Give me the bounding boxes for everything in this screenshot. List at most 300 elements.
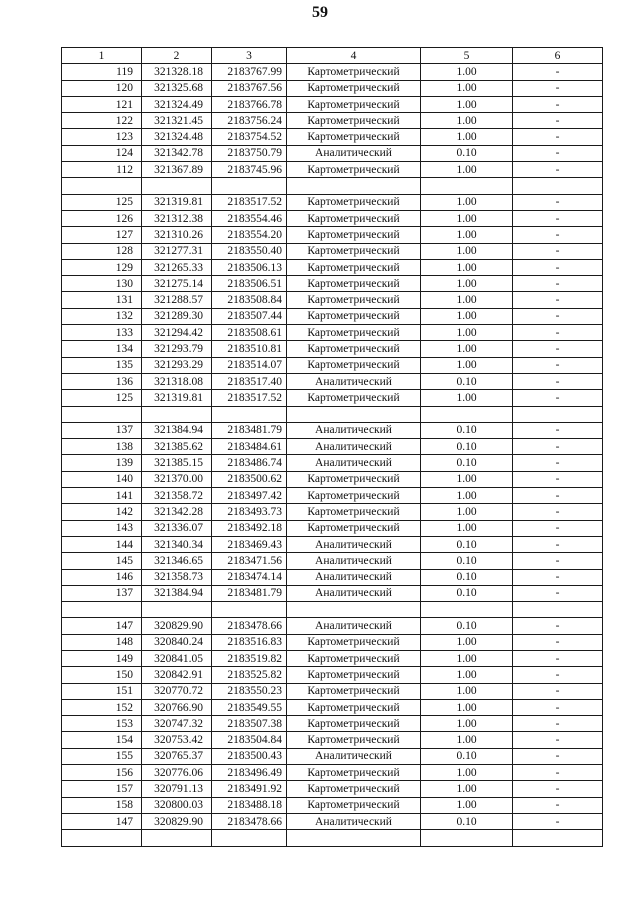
table-row — [62, 64, 603, 80]
description-cell: - — [513, 569, 603, 585]
point-number-cell: 139 — [62, 455, 142, 471]
x-coordinate-cell: 321370.00 — [142, 471, 212, 487]
description-cell: - — [513, 813, 603, 829]
point-number-cell: 131 — [62, 292, 142, 308]
point-number-cell: 129 — [62, 259, 142, 275]
description-cell: - — [513, 276, 603, 292]
table-row — [62, 357, 603, 373]
method-cell: Картометрический — [287, 227, 421, 243]
x-coordinate-cell: 320766.90 — [142, 699, 212, 715]
x-coordinate-cell: 320829.90 — [142, 618, 212, 634]
table-row — [62, 113, 603, 129]
y-coordinate-cell: 2183516.83 — [212, 634, 287, 650]
accuracy-cell: 1.00 — [421, 683, 513, 699]
x-coordinate-cell: 321384.94 — [142, 422, 212, 438]
y-coordinate-cell: 2183756.24 — [212, 113, 287, 129]
point-number-cell: 142 — [62, 504, 142, 520]
point-number-cell: 128 — [62, 243, 142, 259]
y-coordinate-cell: 2183486.74 — [212, 455, 287, 471]
description-cell: - — [513, 129, 603, 145]
coordinates-table — [61, 47, 603, 847]
point-number-cell: 123 — [62, 129, 142, 145]
y-coordinate-cell: 2183510.81 — [212, 341, 287, 357]
header-cell-y: 3 — [212, 48, 287, 64]
description-cell: - — [513, 732, 603, 748]
method-cell: Аналитический — [287, 585, 421, 601]
table-row — [62, 488, 603, 504]
x-coordinate-cell: 321321.45 — [142, 113, 212, 129]
description-cell: - — [513, 585, 603, 601]
x-coordinate-cell: 321293.79 — [142, 341, 212, 357]
method-cell: Картометрический — [287, 504, 421, 520]
description-cell — [513, 830, 603, 846]
accuracy-cell: 1.00 — [421, 765, 513, 781]
method-cell: Картометрический — [287, 471, 421, 487]
x-coordinate-cell: 321312.38 — [142, 210, 212, 226]
point-number-cell: 141 — [62, 488, 142, 504]
method-cell: Картометрический — [287, 683, 421, 699]
accuracy-cell — [421, 602, 513, 618]
method-cell: Картометрический — [287, 667, 421, 683]
x-coordinate-cell: 321288.57 — [142, 292, 212, 308]
method-cell: Картометрический — [287, 716, 421, 732]
accuracy-cell: 1.00 — [421, 276, 513, 292]
accuracy-cell: 0.10 — [421, 439, 513, 455]
description-cell: - — [513, 341, 603, 357]
description-cell: - — [513, 145, 603, 161]
method-cell — [287, 602, 421, 618]
method-cell: Картометрический — [287, 765, 421, 781]
accuracy-cell: 1.00 — [421, 96, 513, 112]
accuracy-cell: 1.00 — [421, 64, 513, 80]
x-coordinate-cell: 321293.29 — [142, 357, 212, 373]
y-coordinate-cell: 2183517.52 — [212, 194, 287, 210]
description-cell — [513, 406, 603, 422]
table-row — [62, 406, 603, 422]
point-number-cell: 120 — [62, 80, 142, 96]
description-cell: - — [513, 471, 603, 487]
accuracy-cell: 1.00 — [421, 520, 513, 536]
header-cell-accuracy: 5 — [421, 48, 513, 64]
y-coordinate-cell: 2183507.38 — [212, 716, 287, 732]
table-row — [62, 667, 603, 683]
table-row — [62, 341, 603, 357]
point-number-cell: 124 — [62, 145, 142, 161]
description-cell: - — [513, 292, 603, 308]
method-cell: Картометрический — [287, 194, 421, 210]
y-coordinate-cell: 2183478.66 — [212, 813, 287, 829]
accuracy-cell: 1.00 — [421, 471, 513, 487]
y-coordinate-cell: 2183469.43 — [212, 536, 287, 552]
accuracy-cell: 1.00 — [421, 243, 513, 259]
x-coordinate-cell: 321319.81 — [142, 194, 212, 210]
description-cell: - — [513, 373, 603, 389]
point-number-cell: 119 — [62, 64, 142, 80]
page-number: 59 — [312, 4, 328, 21]
description-cell: - — [513, 650, 603, 666]
table-row — [62, 259, 603, 275]
y-coordinate-cell: 2183491.92 — [212, 781, 287, 797]
accuracy-cell: 1.00 — [421, 357, 513, 373]
method-cell: Аналитический — [287, 618, 421, 634]
accuracy-cell — [421, 178, 513, 194]
point-number-cell — [62, 178, 142, 194]
description-cell: - — [513, 210, 603, 226]
table-row — [62, 830, 603, 846]
point-number-cell: 144 — [62, 536, 142, 552]
y-coordinate-cell: 2183507.44 — [212, 308, 287, 324]
accuracy-cell: 0.10 — [421, 813, 513, 829]
point-number-cell — [62, 406, 142, 422]
point-number-cell: 136 — [62, 373, 142, 389]
method-cell: Аналитический — [287, 569, 421, 585]
accuracy-cell: 1.00 — [421, 488, 513, 504]
point-number-cell: 122 — [62, 113, 142, 129]
accuracy-cell: 1.00 — [421, 716, 513, 732]
method-cell: Картометрический — [287, 520, 421, 536]
method-cell: Картометрический — [287, 781, 421, 797]
accuracy-cell: 1.00 — [421, 210, 513, 226]
x-coordinate-cell: 321340.34 — [142, 536, 212, 552]
x-coordinate-cell: 321275.14 — [142, 276, 212, 292]
table-row — [62, 634, 603, 650]
description-cell: - — [513, 113, 603, 129]
point-number-cell: 150 — [62, 667, 142, 683]
accuracy-cell — [421, 830, 513, 846]
x-coordinate-cell: 321336.07 — [142, 520, 212, 536]
y-coordinate-cell: 2183493.73 — [212, 504, 287, 520]
y-coordinate-cell: 2183554.46 — [212, 210, 287, 226]
x-coordinate-cell: 321318.08 — [142, 373, 212, 389]
method-cell: Картометрический — [287, 488, 421, 504]
description-cell: - — [513, 227, 603, 243]
x-coordinate-cell: 321342.28 — [142, 504, 212, 520]
x-coordinate-cell: 320776.06 — [142, 765, 212, 781]
x-coordinate-cell: 321277.31 — [142, 243, 212, 259]
description-cell: - — [513, 308, 603, 324]
method-cell: Картометрический — [287, 276, 421, 292]
table-row — [62, 422, 603, 438]
y-coordinate-cell: 2183550.23 — [212, 683, 287, 699]
table-row — [62, 227, 603, 243]
x-coordinate-cell: 321324.49 — [142, 96, 212, 112]
y-coordinate-cell: 2183517.52 — [212, 390, 287, 406]
method-cell: Картометрический — [287, 634, 421, 650]
description-cell: - — [513, 64, 603, 80]
table-body — [62, 64, 603, 846]
point-number-cell: 147 — [62, 813, 142, 829]
x-coordinate-cell: 321294.42 — [142, 325, 212, 341]
point-number-cell: 126 — [62, 210, 142, 226]
y-coordinate-cell: 2183500.62 — [212, 471, 287, 487]
description-cell: - — [513, 80, 603, 96]
description-cell: - — [513, 488, 603, 504]
accuracy-cell: 1.00 — [421, 390, 513, 406]
y-coordinate-cell: 2183481.79 — [212, 422, 287, 438]
y-coordinate-cell: 2183474.14 — [212, 569, 287, 585]
x-coordinate-cell: 320791.13 — [142, 781, 212, 797]
y-coordinate-cell: 2183500.43 — [212, 748, 287, 764]
description-cell: - — [513, 748, 603, 764]
x-coordinate-cell: 321358.72 — [142, 488, 212, 504]
description-cell: - — [513, 325, 603, 341]
description-cell: - — [513, 422, 603, 438]
table-row — [62, 732, 603, 748]
point-number-cell: 135 — [62, 357, 142, 373]
method-cell: Картометрический — [287, 341, 421, 357]
table-row — [62, 585, 603, 601]
table-row — [62, 683, 603, 699]
y-coordinate-cell: 2183497.42 — [212, 488, 287, 504]
method-cell: Аналитический — [287, 748, 421, 764]
table-row — [62, 178, 603, 194]
table-row — [62, 276, 603, 292]
description-cell: - — [513, 96, 603, 112]
point-number-cell: 132 — [62, 308, 142, 324]
point-number-cell: 148 — [62, 634, 142, 650]
table-row — [62, 325, 603, 341]
point-number-cell: 137 — [62, 422, 142, 438]
point-number-cell: 157 — [62, 781, 142, 797]
accuracy-cell: 0.10 — [421, 618, 513, 634]
table-row — [62, 162, 603, 178]
accuracy-cell: 1.00 — [421, 634, 513, 650]
accuracy-cell: 1.00 — [421, 667, 513, 683]
point-number-cell: 130 — [62, 276, 142, 292]
point-number-cell: 156 — [62, 765, 142, 781]
table-row — [62, 243, 603, 259]
method-cell: Картометрический — [287, 650, 421, 666]
y-coordinate-cell — [212, 602, 287, 618]
x-coordinate-cell: 321384.94 — [142, 585, 212, 601]
description-cell: - — [513, 797, 603, 813]
y-coordinate-cell: 2183767.56 — [212, 80, 287, 96]
header-cell-description: 6 — [513, 48, 603, 64]
y-coordinate-cell — [212, 406, 287, 422]
description-cell: - — [513, 455, 603, 471]
description-cell: - — [513, 699, 603, 715]
description-cell: - — [513, 504, 603, 520]
method-cell: Картометрический — [287, 797, 421, 813]
table-row — [62, 781, 603, 797]
point-number-cell: 125 — [62, 390, 142, 406]
table-row — [62, 797, 603, 813]
point-number-cell: 138 — [62, 439, 142, 455]
accuracy-cell: 1.00 — [421, 227, 513, 243]
y-coordinate-cell: 2183506.51 — [212, 276, 287, 292]
x-coordinate-cell: 320753.42 — [142, 732, 212, 748]
description-cell: - — [513, 634, 603, 650]
method-cell: Картометрический — [287, 699, 421, 715]
description-cell: - — [513, 520, 603, 536]
table-row — [62, 292, 603, 308]
x-coordinate-cell: 321328.18 — [142, 64, 212, 80]
y-coordinate-cell: 2183508.84 — [212, 292, 287, 308]
accuracy-cell: 0.10 — [421, 373, 513, 389]
description-cell: - — [513, 618, 603, 634]
point-number-cell: 151 — [62, 683, 142, 699]
x-coordinate-cell: 321319.81 — [142, 390, 212, 406]
description-cell: - — [513, 243, 603, 259]
method-cell: Картометрический — [287, 357, 421, 373]
y-coordinate-cell — [212, 830, 287, 846]
description-cell: - — [513, 357, 603, 373]
description-cell: - — [513, 683, 603, 699]
accuracy-cell: 1.00 — [421, 162, 513, 178]
table-row — [62, 650, 603, 666]
method-cell: Картометрический — [287, 96, 421, 112]
x-coordinate-cell: 321289.30 — [142, 308, 212, 324]
point-number-cell: 127 — [62, 227, 142, 243]
y-coordinate-cell: 2183492.18 — [212, 520, 287, 536]
method-cell: Картометрический — [287, 129, 421, 145]
accuracy-cell: 1.00 — [421, 80, 513, 96]
method-cell: Аналитический — [287, 422, 421, 438]
table-row — [62, 553, 603, 569]
x-coordinate-cell: 321385.62 — [142, 439, 212, 455]
description-cell: - — [513, 194, 603, 210]
accuracy-cell: 0.10 — [421, 553, 513, 569]
x-coordinate-cell — [142, 178, 212, 194]
accuracy-cell: 0.10 — [421, 145, 513, 161]
x-coordinate-cell: 321310.26 — [142, 227, 212, 243]
x-coordinate-cell: 320829.90 — [142, 813, 212, 829]
y-coordinate-cell: 2183767.99 — [212, 64, 287, 80]
method-cell: Картометрический — [287, 113, 421, 129]
x-coordinate-cell: 321324.48 — [142, 129, 212, 145]
table-row — [62, 504, 603, 520]
y-coordinate-cell: 2183549.55 — [212, 699, 287, 715]
method-cell: Картометрический — [287, 732, 421, 748]
y-coordinate-cell: 2183481.79 — [212, 585, 287, 601]
accuracy-cell — [421, 406, 513, 422]
y-coordinate-cell: 2183488.18 — [212, 797, 287, 813]
point-number-cell: 158 — [62, 797, 142, 813]
y-coordinate-cell: 2183471.56 — [212, 553, 287, 569]
x-coordinate-cell: 321342.78 — [142, 145, 212, 161]
header-cell-method: 4 — [287, 48, 421, 64]
description-cell: - — [513, 781, 603, 797]
point-number-cell: 152 — [62, 699, 142, 715]
accuracy-cell: 0.10 — [421, 422, 513, 438]
description-cell — [513, 178, 603, 194]
y-coordinate-cell: 2183554.20 — [212, 227, 287, 243]
table-row — [62, 439, 603, 455]
y-coordinate-cell: 2183508.61 — [212, 325, 287, 341]
y-coordinate-cell: 2183745.96 — [212, 162, 287, 178]
y-coordinate-cell: 2183506.13 — [212, 259, 287, 275]
table-row — [62, 96, 603, 112]
table-row — [62, 471, 603, 487]
method-cell: Аналитический — [287, 373, 421, 389]
accuracy-cell: 1.00 — [421, 650, 513, 666]
x-coordinate-cell: 320841.05 — [142, 650, 212, 666]
point-number-cell: 125 — [62, 194, 142, 210]
table-row — [62, 569, 603, 585]
table-row — [62, 602, 603, 618]
header-cell-x: 2 — [142, 48, 212, 64]
x-coordinate-cell — [142, 830, 212, 846]
point-number-cell: 153 — [62, 716, 142, 732]
accuracy-cell: 1.00 — [421, 325, 513, 341]
x-coordinate-cell: 320747.32 — [142, 716, 212, 732]
y-coordinate-cell: 2183496.49 — [212, 765, 287, 781]
y-coordinate-cell — [212, 178, 287, 194]
accuracy-cell: 0.10 — [421, 536, 513, 552]
description-cell: - — [513, 259, 603, 275]
accuracy-cell: 1.00 — [421, 341, 513, 357]
point-number-cell: 134 — [62, 341, 142, 357]
table-row — [62, 813, 603, 829]
header-cell-point-number: 1 — [62, 48, 142, 64]
table-header — [62, 48, 603, 64]
point-number-cell: 147 — [62, 618, 142, 634]
table-row — [62, 765, 603, 781]
description-cell: - — [513, 667, 603, 683]
x-coordinate-cell: 321325.68 — [142, 80, 212, 96]
x-coordinate-cell: 320765.37 — [142, 748, 212, 764]
method-cell: Картометрический — [287, 390, 421, 406]
table-row — [62, 80, 603, 96]
table-row — [62, 536, 603, 552]
x-coordinate-cell: 321385.15 — [142, 455, 212, 471]
accuracy-cell: 0.10 — [421, 585, 513, 601]
point-number-cell: 133 — [62, 325, 142, 341]
accuracy-cell: 1.00 — [421, 699, 513, 715]
method-cell: Аналитический — [287, 439, 421, 455]
x-coordinate-cell: 320840.24 — [142, 634, 212, 650]
point-number-cell: 137 — [62, 585, 142, 601]
description-cell: - — [513, 536, 603, 552]
x-coordinate-cell: 321367.89 — [142, 162, 212, 178]
header-row — [62, 48, 603, 64]
method-cell: Картометрический — [287, 80, 421, 96]
description-cell: - — [513, 765, 603, 781]
table-row — [62, 699, 603, 715]
point-number-cell — [62, 602, 142, 618]
y-coordinate-cell: 2183766.78 — [212, 96, 287, 112]
table-row — [62, 373, 603, 389]
method-cell: Картометрический — [287, 292, 421, 308]
method-cell: Аналитический — [287, 553, 421, 569]
x-coordinate-cell: 320842.91 — [142, 667, 212, 683]
method-cell: Аналитический — [287, 145, 421, 161]
description-cell: - — [513, 553, 603, 569]
accuracy-cell: 1.00 — [421, 797, 513, 813]
method-cell: Картометрический — [287, 325, 421, 341]
table-row — [62, 716, 603, 732]
method-cell: Аналитический — [287, 813, 421, 829]
y-coordinate-cell: 2183525.82 — [212, 667, 287, 683]
table-row — [62, 520, 603, 536]
x-coordinate-cell: 321265.33 — [142, 259, 212, 275]
x-coordinate-cell: 321358.73 — [142, 569, 212, 585]
x-coordinate-cell: 320800.03 — [142, 797, 212, 813]
method-cell — [287, 406, 421, 422]
point-number-cell: 112 — [62, 162, 142, 178]
method-cell: Картометрический — [287, 64, 421, 80]
accuracy-cell: 0.10 — [421, 455, 513, 471]
accuracy-cell: 1.00 — [421, 259, 513, 275]
accuracy-cell: 1.00 — [421, 781, 513, 797]
x-coordinate-cell — [142, 406, 212, 422]
accuracy-cell: 0.10 — [421, 748, 513, 764]
description-cell — [513, 602, 603, 618]
description-cell: - — [513, 716, 603, 732]
table-row — [62, 390, 603, 406]
point-number-cell: 121 — [62, 96, 142, 112]
y-coordinate-cell: 2183478.66 — [212, 618, 287, 634]
